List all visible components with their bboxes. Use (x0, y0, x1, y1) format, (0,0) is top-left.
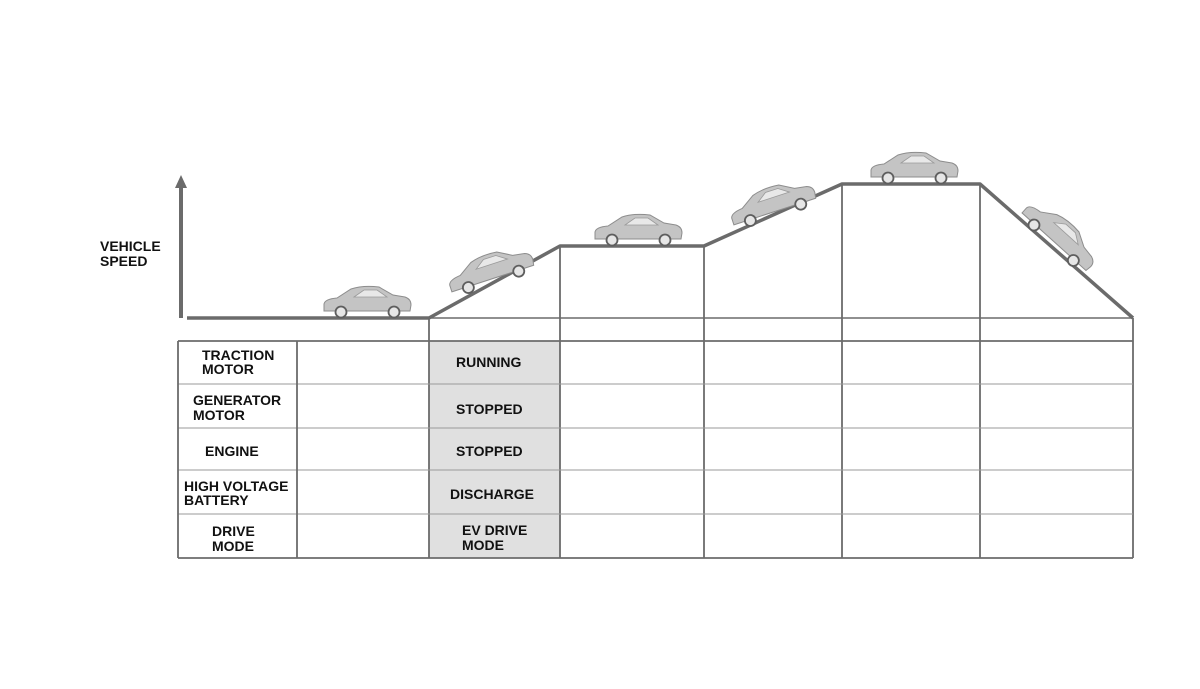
car-icon-decelerating (1018, 195, 1104, 276)
value-traction-motor: RUNNING (456, 354, 522, 370)
row-label-traction-motor: TRACTION MOTOR (202, 347, 275, 377)
car-icon-accelerating-1 (444, 242, 536, 299)
row-label-generator-motor: GENERATOR MOTOR (193, 392, 282, 423)
speed-profile-line (187, 184, 1133, 318)
value-generator-motor: STOPPED (456, 401, 523, 417)
row-label-drive-mode: DRIVE MODE (212, 523, 255, 554)
row-label-hv-battery: HIGH VOLTAGE BATTERY (184, 478, 289, 508)
value-engine: STOPPED (456, 443, 523, 459)
value-hv-battery: DISCHARGE (450, 486, 535, 502)
value-drive-mode: EV DRIVE MODE (462, 522, 528, 553)
row-label-engine: ENGINE (205, 443, 259, 459)
status-table (178, 341, 1133, 558)
axis-label-line2: SPEED (100, 253, 148, 269)
axis-label-line1: VEHICLE (100, 238, 161, 254)
speed-axis-arrow-icon (175, 175, 187, 188)
axis-label (100, 238, 165, 269)
car-icon-cruising-1 (595, 214, 682, 245)
car-icon-accelerating-2 (726, 175, 818, 232)
car-icon-cruising-2 (871, 152, 958, 183)
car-icon-stopped (324, 286, 411, 317)
